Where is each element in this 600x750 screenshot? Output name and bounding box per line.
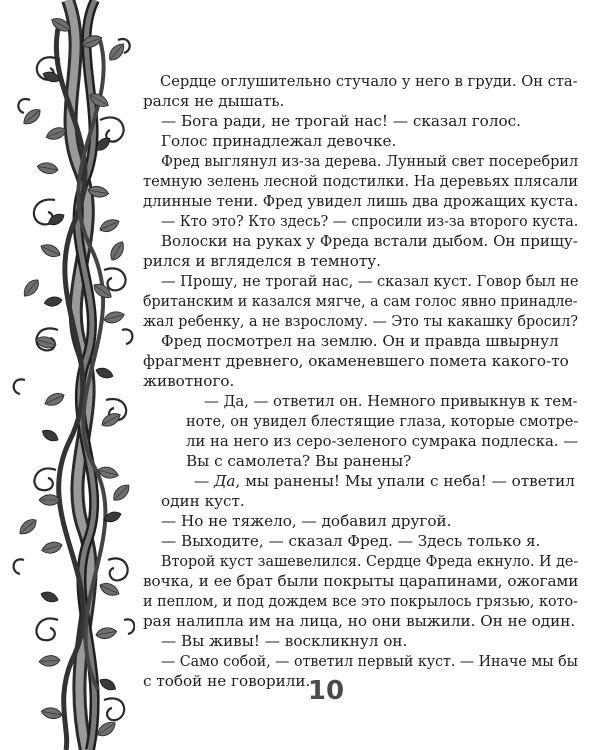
- text-line: вочка, и ее брат были покрыты царапинами, ожогами: [143, 572, 579, 590]
- text-fragment: —: [194, 472, 215, 490]
- text-line: [194, 471, 575, 491]
- text-line: темную зелень лесной подстилки. На деревьях плясали: [143, 172, 579, 190]
- text-line: и пеплом, и под дождем все это покрылось грязью, кото-: [143, 592, 579, 610]
- text-line: — Да, — ответил он. Немного привыкнув к тем-: [204, 392, 578, 410]
- text-line: ли на него из серо-зеленого сумрака подлеска. —: [186, 432, 579, 450]
- text-line: Голос принадлежал девочке.: [161, 132, 397, 150]
- text-line: Фред выглянул из-за дерева. Лунный свет посеребрил: [161, 152, 579, 170]
- text-line: длинные тени. Фред увидел лишь два дрожащих куста.: [143, 192, 579, 210]
- text-line: — Само собой, — ответил первый куст. — Иначе мы бы: [161, 652, 578, 670]
- text-line: животного.: [143, 372, 235, 390]
- text-line: — Прошу, не трогай нас, — сказал куст. Говор был не: [161, 272, 579, 290]
- page-number: 10: [307, 676, 345, 706]
- text-fragment: , мы ранены! Мы упали с неба! — ответил: [235, 472, 575, 490]
- text-line: фрагмент древнего, окаменевшего помета какого-то: [143, 352, 569, 370]
- text-line: Вы с самолета? Вы ранены?: [186, 452, 412, 470]
- text-line: с тобой не говорили.: [143, 672, 311, 690]
- text-line: Сердце оглушительно стучало у него в груди. Он ста-: [160, 72, 578, 90]
- text-line: — Но не тяжело, — добавил другой.: [161, 512, 452, 530]
- text-line: рая налипла им на лица, но они выжили. Он не один.: [143, 612, 576, 630]
- text-line: британским и казался мягче, а сам голос явно принадле-: [143, 292, 578, 310]
- text-line: рился и вгляделся в темноту.: [143, 252, 382, 270]
- text-line: один куст.: [161, 492, 245, 510]
- text-line: Второй куст зашевелился. Сердце Фреда екнуло. И де-: [161, 552, 579, 570]
- text-line: — Кто это? Кто здесь? — спросили из-за второго куста.: [161, 212, 579, 230]
- text-line: Волоски на руках у Фреда встали дыбом. Он прищу-: [161, 232, 578, 250]
- text-line: — Выходите, — сказал Фред. — Здесь только я.: [161, 532, 541, 550]
- text-line: — Вы живы! — воскликнул он.: [161, 632, 408, 650]
- text-line: жал ребенку, а не взрослому. — Это ты какашку бросил?: [143, 312, 579, 330]
- text-line: ноте, он увидел блестящие глаза, которые смотре-: [186, 412, 579, 430]
- text-line: — Бога ради, не трогай нас! — сказал голос.: [161, 112, 521, 130]
- text-line: Фред посмотрел на землю. Он и правда швырнул: [161, 332, 559, 350]
- emphasis-text: Да: [214, 472, 236, 490]
- text-line: рался не дышать.: [143, 92, 285, 110]
